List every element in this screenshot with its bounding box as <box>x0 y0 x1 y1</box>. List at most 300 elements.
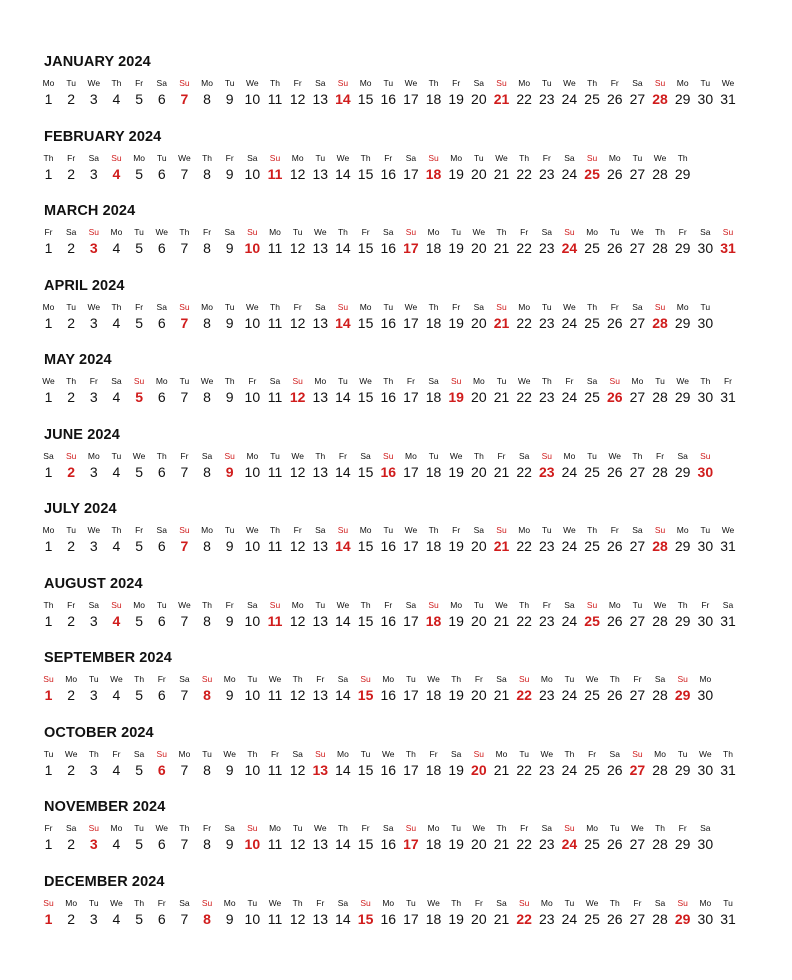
weekday-label: Su <box>201 674 213 684</box>
weekday-label: Fr <box>316 897 325 908</box>
month-title: MARCH 2024 <box>44 203 136 219</box>
weekday-label: Su <box>179 78 190 88</box>
weekday-label: We <box>64 748 78 759</box>
weekday-label: We <box>676 376 689 386</box>
weekday-label: Fr <box>474 674 483 684</box>
weekday-label: Th <box>541 376 552 386</box>
weekday-label: Sa <box>677 450 688 461</box>
day-number: 21 <box>493 165 510 182</box>
weekday-label: We <box>178 599 191 610</box>
weekday-label: We <box>631 227 644 237</box>
day-number: 7 <box>180 240 189 256</box>
day-number: 18 <box>425 836 442 852</box>
day-number: 26 <box>606 761 623 778</box>
day-number: 2 <box>67 389 76 405</box>
weekday-label: Mo <box>223 674 236 684</box>
weekday-label: Tu <box>655 376 665 386</box>
weekday-label: Tu <box>88 674 99 684</box>
weekday-label: Th <box>677 152 688 163</box>
day-number: 5 <box>135 165 143 182</box>
day-number: 23 <box>539 761 555 778</box>
weekday-label: Tu <box>224 78 235 88</box>
weekday-label: We <box>268 897 282 908</box>
weekday-label: Th <box>111 78 122 88</box>
weekday-label: We <box>246 301 259 312</box>
day-number-sunday: 27 <box>629 761 646 778</box>
weekday-label: Tu <box>383 78 394 88</box>
month-block <box>0 54 792 129</box>
day-number: 30 <box>697 538 714 554</box>
weekday-label: Sa <box>156 78 167 88</box>
weekday-label: Mo <box>382 897 395 908</box>
day-number: 25 <box>584 240 600 256</box>
weekday-label: Sa <box>722 599 734 610</box>
day-number: 16 <box>380 91 397 107</box>
weekday-label: Tu <box>519 748 529 759</box>
day-number: 25 <box>584 389 600 405</box>
day-number: 4 <box>112 910 121 927</box>
weekday-label: Fr <box>452 525 461 535</box>
weekday-label: Tu <box>111 450 122 461</box>
weekday-label: Su <box>360 674 371 684</box>
weekday-label: Th <box>337 227 348 237</box>
day-number: 19 <box>448 463 464 480</box>
weekday-label: Fr <box>67 152 76 163</box>
day-number: 27 <box>629 91 646 107</box>
weekday-label: Tu <box>292 227 303 237</box>
weekday-label: Sa <box>88 599 99 610</box>
weekday-label: Su <box>518 674 530 684</box>
day-number: 19 <box>448 910 464 927</box>
weekday-label: Su <box>269 599 281 610</box>
day-number: 28 <box>652 389 668 405</box>
weekday-label: Sa <box>654 674 666 684</box>
weekday-label: Th <box>587 78 598 88</box>
weekday-label: Th <box>609 674 620 684</box>
day-number: 19 <box>448 836 464 852</box>
weekday-label: Th <box>179 823 190 833</box>
weekday-label: Sa <box>315 525 326 535</box>
day-number: 24 <box>561 91 578 107</box>
day-number-sunday: 9 <box>225 463 234 480</box>
day-number: 2 <box>67 314 76 331</box>
day-number: 9 <box>225 687 234 703</box>
weekday-label: Su <box>700 450 711 461</box>
day-number: 3 <box>89 612 98 629</box>
day-number: 9 <box>225 91 234 107</box>
day-number: 30 <box>697 836 714 852</box>
day-number: 25 <box>584 463 600 480</box>
weekday-label: We <box>699 748 712 759</box>
weekday-label: Fr <box>429 748 438 759</box>
weekday-label: Fr <box>474 897 483 908</box>
weekday-label: Mo <box>608 599 621 610</box>
weekday-label: We <box>585 897 599 908</box>
weekday-label: Su <box>405 823 417 833</box>
day-number-sunday: 13 <box>312 761 329 778</box>
weekday-label: Tu <box>179 376 190 386</box>
day-number: 24 <box>561 314 578 331</box>
day-number: 24 <box>561 910 578 927</box>
day-number: 11 <box>267 687 283 703</box>
day-number-sunday: 25 <box>584 612 600 629</box>
day-number: 23 <box>539 687 555 703</box>
weekday-label: Sa <box>473 78 485 88</box>
day-number: 13 <box>312 389 329 405</box>
day-number-sunday: 25 <box>584 165 600 182</box>
month-block <box>0 576 792 651</box>
day-number: 19 <box>448 761 464 778</box>
weekday-label: Th <box>405 748 416 759</box>
day-number: 6 <box>157 612 166 629</box>
day-number: 22 <box>516 538 532 554</box>
weekday-label: Mo <box>518 525 531 535</box>
day-number: 5 <box>135 612 143 629</box>
day-number: 6 <box>157 538 166 554</box>
weekday-label: Sa <box>632 301 643 312</box>
day-number-sunday: 28 <box>652 314 668 331</box>
day-number: 31 <box>720 91 736 107</box>
weekday-label: Fr <box>316 674 325 684</box>
day-number: 5 <box>135 687 143 703</box>
weekday-label: We <box>268 674 282 684</box>
weekday-label: Th <box>202 599 212 610</box>
weekday-label: Tu <box>156 152 167 163</box>
day-number: 16 <box>380 612 397 629</box>
day-number: 25 <box>584 538 600 554</box>
day-number: 8 <box>203 463 211 480</box>
day-number: 27 <box>629 612 646 629</box>
day-number: 10 <box>244 538 261 554</box>
day-number: 29 <box>674 389 691 405</box>
weekday-label: Tu <box>474 599 484 610</box>
day-number: 29 <box>674 165 691 182</box>
month-title: APRIL 2024 <box>44 277 125 294</box>
day-number: 23 <box>539 314 555 331</box>
day-number: 11 <box>267 761 283 778</box>
day-number: 2 <box>67 240 76 256</box>
day-number: 21 <box>493 463 510 480</box>
day-number: 15 <box>357 389 374 405</box>
day-number-sunday: 17 <box>403 836 419 852</box>
day-number: 1 <box>44 389 53 405</box>
day-number-sunday: 17 <box>403 240 419 256</box>
weekday-label: Mo <box>269 227 281 237</box>
day-number: 20 <box>471 910 487 927</box>
day-number: 3 <box>89 538 98 554</box>
weekday-label: Tu <box>632 152 643 163</box>
day-number: 17 <box>403 761 419 778</box>
weekday-label: Sa <box>247 152 258 163</box>
day-number: 2 <box>67 761 76 778</box>
day-number: 5 <box>135 240 143 256</box>
day-number: 1 <box>44 91 53 107</box>
weekday-label: Sa <box>496 674 507 684</box>
weekday-label: Sa <box>541 823 552 833</box>
day-number: 29 <box>674 463 691 480</box>
weekday-label: Su <box>224 450 235 461</box>
weekday-label: Tu <box>338 376 348 386</box>
day-number: 1 <box>44 165 53 182</box>
day-number: 14 <box>335 761 351 778</box>
day-number: 22 <box>516 314 532 331</box>
month-title: AUGUST 2024 <box>44 575 143 592</box>
day-number: 29 <box>674 836 691 852</box>
day-number-sunday: 11 <box>267 165 283 182</box>
weekday-label: Sa <box>654 897 666 908</box>
month-title: FEBRUARY 2024 <box>44 128 162 145</box>
weekday-label: Th <box>564 748 575 759</box>
weekday-label: We <box>291 450 304 461</box>
day-number: 21 <box>493 240 510 256</box>
day-number: 13 <box>312 463 329 480</box>
day-number: 31 <box>720 910 736 927</box>
weekday-label: Mo <box>42 301 55 312</box>
day-number: 17 <box>403 463 419 480</box>
weekday-label: Fr <box>225 152 234 163</box>
weekday-label: Fr <box>157 897 166 908</box>
day-number: 15 <box>357 836 374 852</box>
weekday-label: Mo <box>337 748 349 759</box>
weekday-label: We <box>563 78 576 88</box>
weekday-label: Su <box>654 78 666 88</box>
day-number: 27 <box>629 836 646 852</box>
day-number: 18 <box>425 687 442 703</box>
day-number: 20 <box>471 389 487 405</box>
day-number: 21 <box>493 910 510 927</box>
weekday-label: Fr <box>67 599 76 610</box>
weekday-label: Tu <box>315 152 326 163</box>
day-number: 15 <box>357 91 374 107</box>
weekday-label: Th <box>632 450 643 461</box>
weekday-label: Th <box>655 227 665 237</box>
day-number: 1 <box>44 240 53 256</box>
day-number: 17 <box>403 165 419 182</box>
weekday-label: We <box>404 78 418 88</box>
weekday-label: Fr <box>384 152 393 163</box>
weekday-label: Sa <box>586 376 598 386</box>
month-title: DECEMBER 2024 <box>44 873 165 890</box>
day-number: 4 <box>112 687 121 703</box>
day-number-sunday: 6 <box>157 761 166 778</box>
weekday-label: Sa <box>337 897 349 908</box>
day-number: 20 <box>471 836 487 852</box>
weekday-label: Mo <box>472 376 485 386</box>
weekday-label: We <box>110 674 123 684</box>
day-number: 11 <box>267 314 283 331</box>
weekday-label: Mo <box>359 78 372 88</box>
day-number: 6 <box>157 314 166 331</box>
month-title: JUNE 2024 <box>44 426 120 443</box>
weekday-label: Tu <box>700 301 711 312</box>
day-number-sunday: 1 <box>44 687 53 703</box>
weekday-label: Th <box>270 525 280 535</box>
day-number: 28 <box>652 910 668 927</box>
weekday-label: Fr <box>270 748 280 759</box>
weekday-label: Su <box>586 152 598 163</box>
weekday-label: Su <box>722 227 734 237</box>
day-number: 26 <box>606 836 623 852</box>
day-number: 20 <box>471 240 487 256</box>
day-number: 2 <box>67 836 76 852</box>
day-number: 30 <box>697 761 714 778</box>
day-number: 6 <box>157 91 166 107</box>
weekday-label: Sa <box>269 376 281 386</box>
weekday-label: Th <box>202 152 212 163</box>
weekday-label: Sa <box>564 599 575 610</box>
day-number: 9 <box>225 240 234 256</box>
day-number: 2 <box>67 612 76 629</box>
day-number: 28 <box>652 165 668 182</box>
weekday-label: Su <box>541 450 552 461</box>
weekday-label: Mo <box>676 78 689 88</box>
weekday-label: We <box>563 525 576 535</box>
weekday-label: Tu <box>270 450 280 461</box>
weekday-label: Mo <box>450 599 463 610</box>
weekday-label: Mo <box>133 599 145 610</box>
day-number: 7 <box>180 463 189 480</box>
day-number: 28 <box>652 761 668 778</box>
day-number: 13 <box>312 687 329 703</box>
day-number: 18 <box>425 463 442 480</box>
weekday-label: Su <box>43 897 54 908</box>
weekday-label: We <box>585 674 599 684</box>
day-number-sunday: 21 <box>493 314 510 331</box>
weekday-label: Sa <box>43 450 54 461</box>
day-number: 5 <box>135 463 143 480</box>
weekday-label: Fr <box>542 599 551 610</box>
weekday-label: Tu <box>247 674 258 684</box>
weekday-label: We <box>87 301 101 312</box>
weekday-label: Su <box>360 897 371 908</box>
day-number: 18 <box>425 91 442 107</box>
weekday-label: Mo <box>518 78 531 88</box>
day-number: 13 <box>312 240 329 256</box>
weekday-label: We <box>472 227 486 237</box>
weekday-label: Sa <box>179 674 190 684</box>
weekday-label: We <box>313 227 327 237</box>
weekday-label: Su <box>428 152 439 163</box>
weekday-label: Fr <box>520 227 529 237</box>
weekday-label: Mo <box>427 227 440 237</box>
weekday-label: Mo <box>110 823 123 833</box>
weekday-label: Sa <box>315 78 326 88</box>
day-number: 23 <box>539 836 555 852</box>
weekday-label: Mo <box>676 301 689 312</box>
day-number: 7 <box>180 836 189 852</box>
day-number-sunday: 8 <box>203 687 211 703</box>
day-number: 7 <box>180 910 189 927</box>
weekday-label: Tu <box>700 525 711 535</box>
weekday-label: Su <box>337 525 349 535</box>
weekday-label: Tu <box>315 599 326 610</box>
weekday-label: Su <box>201 897 213 908</box>
day-number: 31 <box>720 612 736 629</box>
weekday-label: Tu <box>428 450 439 461</box>
weekday-label: We <box>223 748 236 759</box>
weekday-label: Mo <box>155 376 168 386</box>
day-number: 9 <box>225 538 234 554</box>
day-number: 7 <box>180 761 189 778</box>
weekday-label: Fr <box>338 450 347 461</box>
day-number: 21 <box>493 612 510 629</box>
day-number: 23 <box>539 612 555 629</box>
weekday-label: We <box>721 525 735 535</box>
weekday-label: Su <box>269 152 281 163</box>
weekday-label: We <box>472 823 486 833</box>
day-number: 22 <box>516 836 532 852</box>
day-number: 30 <box>697 314 714 331</box>
weekday-label: Fr <box>633 674 642 684</box>
day-number: 14 <box>335 612 351 629</box>
weekday-label: Tu <box>700 78 711 88</box>
day-number: 6 <box>157 910 166 927</box>
day-number: 10 <box>244 687 261 703</box>
day-number: 25 <box>584 91 600 107</box>
day-number: 31 <box>720 538 736 554</box>
weekday-label: Fr <box>678 227 687 237</box>
day-number: 30 <box>697 687 714 703</box>
day-number: 26 <box>606 91 623 107</box>
weekday-label: Tu <box>202 748 212 759</box>
day-number: 5 <box>135 761 143 778</box>
day-number: 31 <box>720 761 736 778</box>
day-number: 22 <box>516 91 532 107</box>
day-number: 14 <box>335 240 351 256</box>
day-number: 25 <box>584 761 600 778</box>
day-number: 11 <box>267 836 283 852</box>
day-number: 22 <box>516 612 532 629</box>
weekday-label: Mo <box>201 301 213 312</box>
weekday-label: Sa <box>65 823 77 833</box>
day-number-sunday: 29 <box>674 910 691 927</box>
weekday-label: Sa <box>496 897 507 908</box>
weekday-label: Th <box>134 674 145 684</box>
month-block <box>0 129 792 204</box>
weekday-label: We <box>336 152 350 163</box>
weekday-label: Th <box>723 748 733 759</box>
weekday-label: Fr <box>542 152 551 163</box>
day-number: 10 <box>244 389 261 405</box>
day-number: 3 <box>89 687 98 703</box>
day-number: 29 <box>674 91 691 107</box>
day-number: 23 <box>539 389 555 405</box>
weekday-label: Th <box>292 674 303 684</box>
weekday-label: Fr <box>610 78 619 88</box>
day-number-sunday: 18 <box>425 165 442 182</box>
weekday-label: We <box>42 376 55 386</box>
weekday-label: Sa <box>541 227 552 237</box>
weekday-label: Sa <box>700 823 711 833</box>
weekday-label: Mo <box>87 450 100 461</box>
day-number-sunday: 7 <box>180 538 189 554</box>
weekday-label: Su <box>654 525 666 535</box>
day-number: 29 <box>674 761 691 778</box>
weekday-label: Th <box>337 823 348 833</box>
day-number: 8 <box>203 389 211 405</box>
weekday-label: Mo <box>608 152 621 163</box>
weekday-label: Mo <box>654 748 666 759</box>
day-number: 8 <box>203 612 211 629</box>
day-number: 23 <box>539 538 555 554</box>
weekday-label: Th <box>270 301 280 312</box>
day-number: 29 <box>674 538 691 554</box>
weekday-label: Th <box>88 748 99 759</box>
day-number-sunday: 10 <box>244 836 261 852</box>
weekday-label: Su <box>654 301 666 312</box>
day-number: 18 <box>425 240 442 256</box>
weekday-label: Fr <box>361 823 370 833</box>
